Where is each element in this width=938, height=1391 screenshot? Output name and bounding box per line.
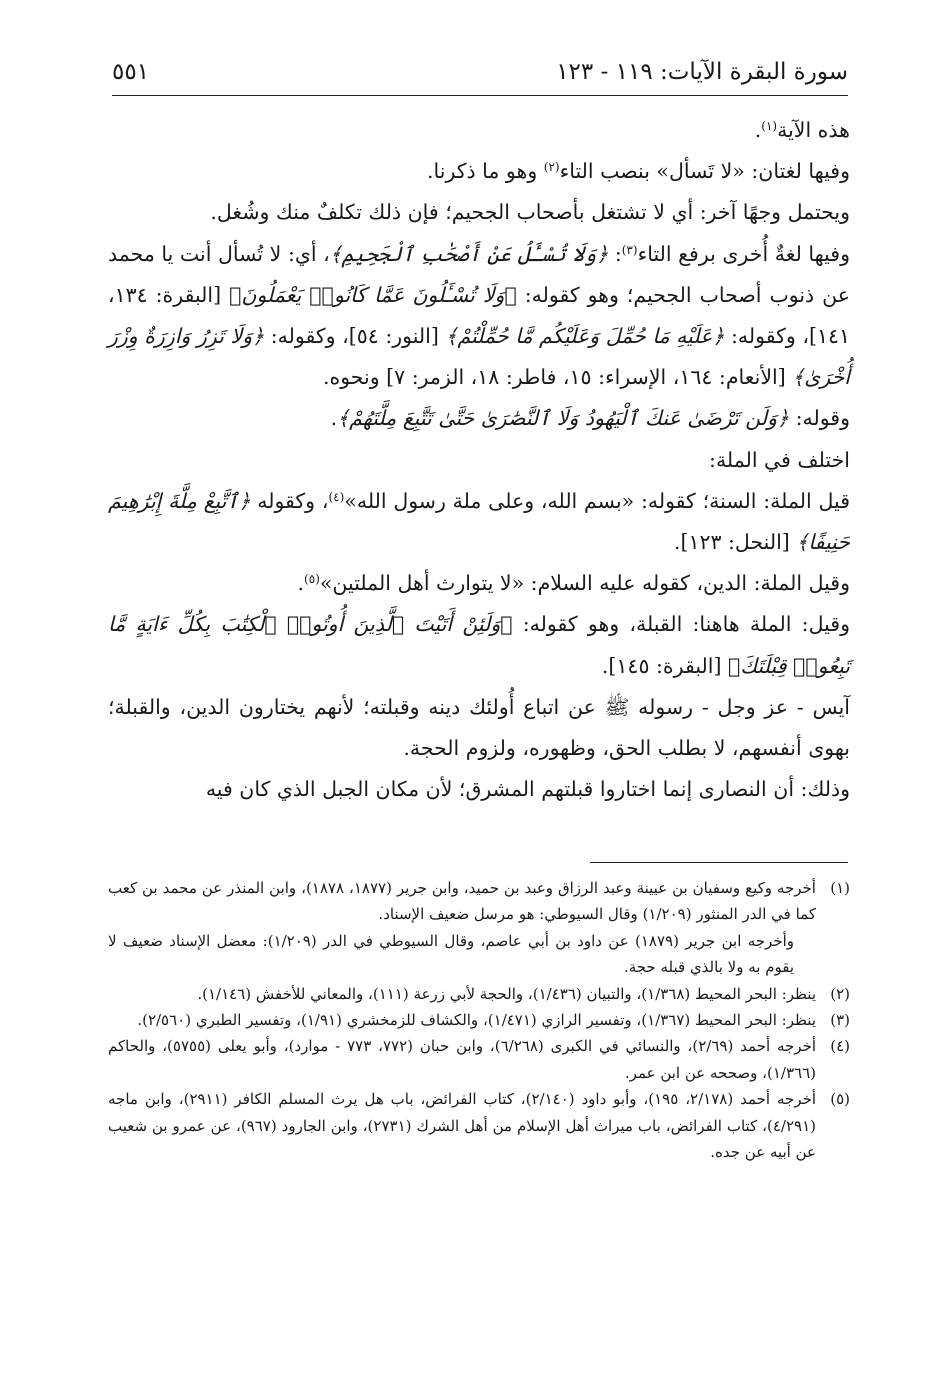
quran-verse: ﴿وَلَن تَرْضَىٰ عَنكَ ٱلْيَهُودُ وَلَا ٱلنَّصَٰرَىٰ حَتَّىٰ تَتَّبِعَ مِلَّتَهُمْ﴾ [337,406,790,431]
footnote-line: أخرجه أحمد (٢/١٧٨، ١٩٥)، وأبو داود (٢/١٤٠)، كتاب الفرائض، باب هل يرث المسلم الكافر (٢٩١١)، وابن ماجه (٤/٢٩١)، كتاب الفرائض، باب ميراث أهل الإسلام من أهل الشرك (٢٧٣١)، وابن الجارود (٩٦٧)، عن عمرو بن شعيب عن أبيه عن جده. [108,1090,817,1162]
footnote-number: (١) [830,879,850,897]
footnote-text [108,1086,816,1165]
footnote-ref[interactable]: (١) [761,119,778,133]
main-text [108,110,850,810]
footnote-text [108,981,816,1007]
paragraph [108,234,850,399]
footnote-number: (٢) [830,984,850,1003]
footnote-ref[interactable]: (٤) [328,489,345,504]
footnote-text [108,875,816,981]
footnote [108,1007,850,1033]
text-run: ، أي: لا تُسأل أنت يا محمد عن ذنوب أصحاب الجحيم؛ وهو كقوله: [108,241,850,307]
footnote-separator [590,862,848,863]
page-number: ٥٥١ [112,59,150,85]
footnotes [108,875,850,1165]
quran-verse: ﴿عَلَيْهِ مَا حُمِّلَ وَعَلَيْكُم مَّا حُمِّلْتُمْ﴾ [445,324,725,349]
text-run: وقيل الملة: الدين، كقوله عليه السلام: «لا يتوارث أهل الملتين» [319,571,850,596]
footnote [108,1033,850,1086]
text-run: [الأنعام: ١٦٤، الإسراء: ١٥، فاطر: ١٨، الزمر: ٧] ونحوه. [322,365,793,390]
paragraph: وذلك: أن النصارى إنما اختاروا قبلتهم المشرق؛ لأن مكان الجبل الذي كان فيه [205,777,850,802]
quran-verse: ﴿وَلَا تُسْـَٔلُ عَنْ أَصْحَٰبِ ٱلْجَحِيمِ﴾ [329,241,609,266]
text-run: قيل الملة: السنة؛ كقوله: «بسم الله، وعلى ملة رسول الله» [344,488,851,513]
text-run: [البقرة: ١٣٤، ١٤١]، وكقوله: [108,282,850,349]
footnote-number: (٥) [830,1090,850,1109]
footnote-number: (٤) [830,1037,850,1056]
footnote-text [108,1033,816,1086]
quran-verse: ﴿وَلَا تَزِرُ وَازِرَةٌ وِزْرَ أُخْرَىٰ﴾ [108,324,850,390]
paragraph [108,563,850,604]
paragraph [108,110,850,151]
paragraph: ويحتمل وجهًا آخر: أي لا تشتغل بأصحاب الجحيم؛ فإن ذلك تكلفٌ منك وشُغل. [210,200,850,225]
text-run: وقوله: [789,406,850,431]
text-run: وقيل: الملة هاهنا: القبلة، وهو كقوله: [512,612,850,637]
footnote-line: أخرجه وكيع وسفيان بن عيينة وعبد الرزاق وعبد بن حميد، وابن جرير (١٨٧٧، ١٨٧٨)، وابن المنذر عن محمد بن كعب كما في الدر المنثور (١/٢٠٩) وقال السيوطي: هو مرسل ضعيف الإسناد. [108,879,816,924]
page-header [112,55,848,96]
footnote-text [108,1007,816,1033]
text-run: هذه الآية [777,118,850,142]
paragraph [108,604,850,686]
text-run: [النحل: ١٢٣]. [673,530,797,555]
footnote [108,981,850,1007]
footnote-ref[interactable]: (٥) [304,572,320,587]
paragraph: اختلف في الملة: [709,447,850,472]
footnote-line: وأخرجه ابن جرير (١٨٧٩) عن داود بن أبي عاصم، وقال السيوطي في الدر (١/٢٠٩): معضل الإسناد ضعيف لا يقوم به ولا بالذي قبله حجة. [108,931,795,977]
quran-verse: ﴿وَلَئِنْ أَتَيْتَ ٱلَّذِينَ أُوتُوا۟ ٱلْكِتَٰبَ بِكُلِّ ءَايَةٍ مَّا تَبِعُوا۟ قِبْلَتَكَ﴾ [108,612,850,678]
text-run: وفيها لغتان: «لا تَسأل» بنصب التاء [559,159,850,184]
text-run: [البقرة: ١٤٥]. [601,653,728,678]
footnote-line: ينظر: البحر المحيط (١/٣٦٧)، وتفسير الرازي (١/٤٧١)، والكشاف للزمخشري (١/٩١)، وتفسير الطبري (٢/٥٦٠). [137,1011,816,1030]
running-title: سورة البقرة الآيات: ١١٩ - ١٢٣ [556,59,848,85]
quran-verse: ﴿وَلَا تُسْـَٔلُونَ عَمَّا كَانُوا۟ يَعْمَلُونَ﴾ [229,282,517,307]
text-run: : [608,241,622,266]
paragraph [108,398,850,439]
paragraph [108,151,850,192]
text-run: [النور: ٥٤]، وكقوله: [264,324,446,349]
footnote-line: ينظر: البحر المحيط (١/٣٦٨)، والتبيان (١/٤٣٦)، والحجة لأبي زرعة (١١١)، والمعاني للأخفش (١/١٤٦). [197,984,816,1003]
footnote [108,1086,850,1165]
paragraph: آيس - عز وجل - رسوله ﷺ عن اتباع أُولئك دينه وقبلته؛ لأنهم يختارون الدين، والقبلة؛ بهوى أنفسهم، لا بطلب الحق، وظهوره، ولزوم الحجة. [108,694,850,761]
text-run: . [297,571,305,596]
footnote-ref[interactable]: (٣) [621,242,638,257]
text-run: . [754,118,762,142]
quran-verse: ﴿ٱتَّبِعْ مِلَّةَ إِبْرَٰهِيمَ حَنِيفًا﴾ [108,488,850,555]
footnote [108,875,850,981]
text-run: ، وكقوله [250,488,329,513]
footnote-ref[interactable]: (٢) [543,160,560,175]
footnote-number: (٣) [830,1011,850,1030]
footnote-line: أخرجه أحمد (٢/٦٩)، والنسائي في الكبرى (٦/٢٦٨)، وابن حبان (٧٧٢، ٧٧٣ - موارد)، وأبو يعلى (٥٧٥٥)، والحاكم (١/٣٦٦)، وصححه عن ابن عمر. [108,1037,817,1082]
paragraph [108,481,850,563]
text-run: . [330,406,338,431]
text-run: وفيها لغةٌ أُخرى برفع التاء [637,241,850,266]
text-run: وهو ما ذكرنا. [427,159,544,184]
